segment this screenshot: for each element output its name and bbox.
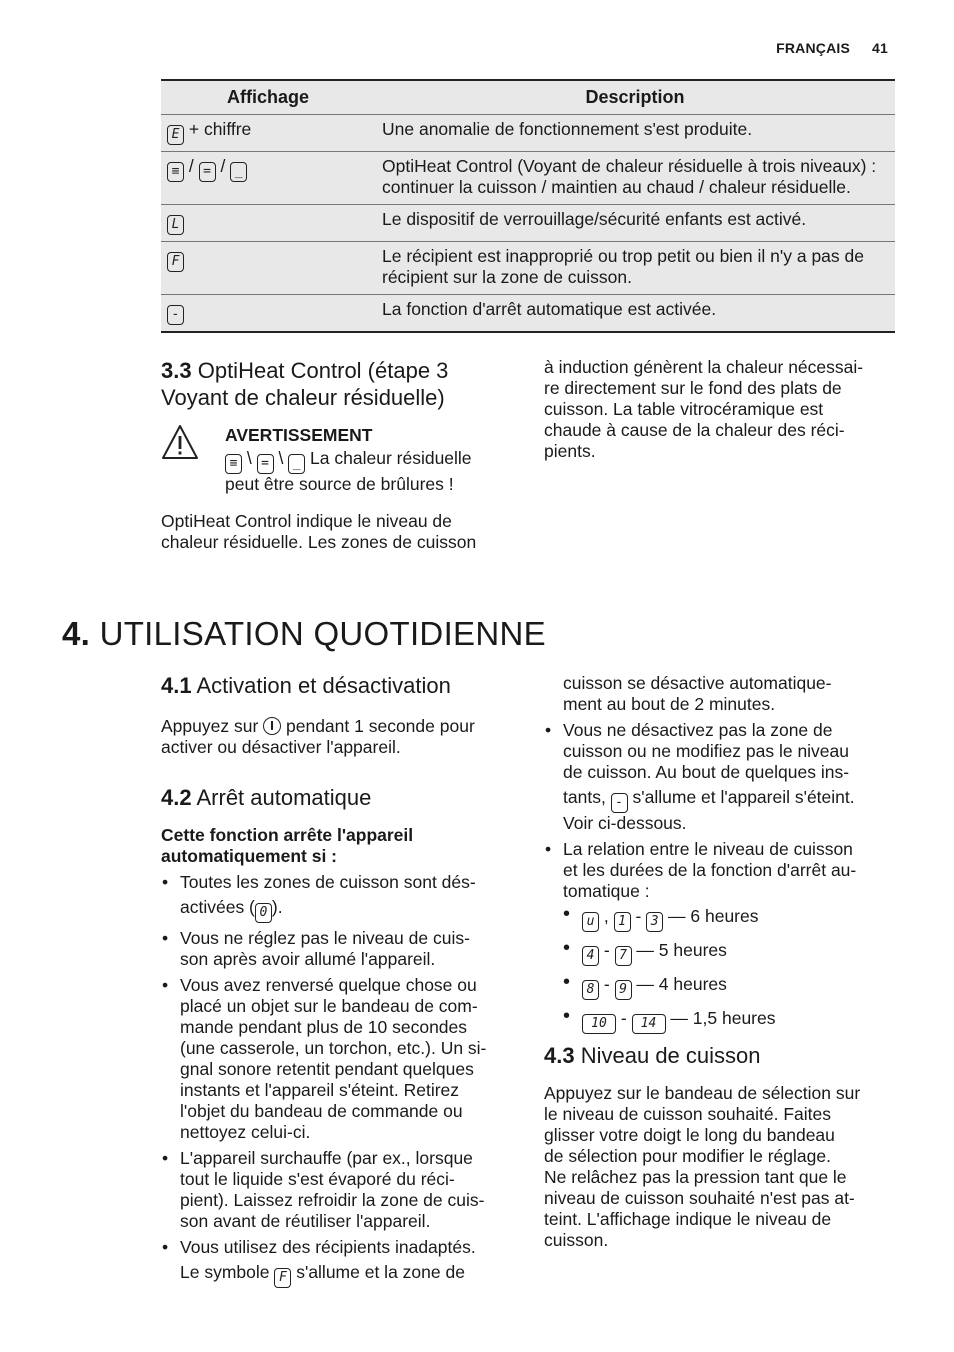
list-item-text: activées ( bbox=[180, 897, 255, 917]
display-symbol-icon: - bbox=[167, 305, 184, 325]
display-symbol-icon: 9 bbox=[615, 980, 632, 1000]
list-item-text: son avant de réutiliser l'appareil. bbox=[180, 1211, 431, 1231]
list-item-text: nettoyez celui-ci. bbox=[180, 1122, 311, 1142]
list-item-text: tomatique : bbox=[563, 881, 650, 901]
paragraph-line: chaude à cause de la chaleur des réci- bbox=[544, 420, 845, 440]
section-3-3-body-left bbox=[161, 511, 531, 553]
display-symbol-icon: 1 bbox=[614, 912, 631, 932]
display-symbol-icon: 14 bbox=[632, 1014, 666, 1034]
list-item-text: instants et l'appareil s'éteint. Retirez bbox=[180, 1080, 460, 1100]
symbol-separator: - bbox=[616, 1008, 632, 1028]
list-item-text: ment au bout de 2 minutes. bbox=[563, 694, 776, 714]
warning-block bbox=[225, 425, 525, 495]
description-cell: La fonction d'arrêt automatique est activée. bbox=[375, 295, 895, 333]
display-symbol-icon: 0 bbox=[255, 903, 272, 923]
symbol-separator: - bbox=[630, 906, 647, 926]
display-symbol-icon: F bbox=[274, 1268, 291, 1288]
section-number: 3.3 bbox=[161, 358, 192, 383]
list-item bbox=[161, 1148, 531, 1232]
symbol-separator: \ bbox=[273, 448, 289, 468]
list-item-text: tants, bbox=[563, 787, 611, 807]
list-item-text: cuisson se désactive automatique- bbox=[563, 673, 832, 693]
section-4-3-body bbox=[544, 1083, 904, 1251]
list-item-text: Vous ne réglez pas le niveau de cuis- bbox=[180, 928, 470, 948]
section-4-1-body bbox=[161, 716, 531, 758]
display-symbol-icon: _ bbox=[230, 162, 247, 182]
paragraph-line: Appuyez sur le bandeau de sélection sur bbox=[544, 1083, 861, 1103]
section-3-3-body-right bbox=[544, 357, 904, 462]
list-item-text: tout le liquide s'est évaporé du réci- bbox=[180, 1169, 455, 1189]
list-item bbox=[563, 906, 903, 932]
paragraph-line: cuisson. bbox=[544, 1230, 609, 1250]
auto-off-conditions-list-continued bbox=[544, 720, 904, 907]
section-4-2-heading bbox=[161, 784, 541, 811]
list-item-text: et les durées de la fonction d'arrêt au- bbox=[563, 860, 857, 880]
list-item-text: Vous utilisez des récipients inadaptés. bbox=[180, 1237, 476, 1257]
display-cell bbox=[161, 152, 375, 205]
section-4-1-heading bbox=[161, 672, 541, 699]
list-item-text: l'objet du bandeau de commande ou bbox=[180, 1101, 463, 1121]
section-number: 4.1 bbox=[161, 673, 192, 698]
paragraph-line: Ne relâchez pas la pression tant que le bbox=[544, 1167, 847, 1187]
list-item-text: L'appareil surchauffe (par ex., lorsque bbox=[180, 1148, 473, 1168]
duration-text: — 4 heures bbox=[631, 974, 727, 994]
section-number: 4.2 bbox=[161, 785, 192, 810]
chapter-title bbox=[62, 614, 546, 654]
section-title: OptiHeat Control (étape 3 bbox=[197, 358, 449, 383]
list-item-text: cuisson ou ne modifiez pas le niveau bbox=[563, 741, 850, 761]
list-item-text: mande pendant plus de 10 secondes bbox=[180, 1017, 468, 1037]
list-item-text: (une casserole, un torchon, etc.). Un si- bbox=[180, 1038, 487, 1058]
list-item bbox=[563, 940, 903, 966]
duration-text: — 1,5 heures bbox=[665, 1008, 776, 1028]
paragraph-line: teint. L'affichage indique le niveau de bbox=[544, 1209, 832, 1229]
language-label: FRANÇAIS bbox=[776, 40, 851, 56]
list-item bbox=[161, 975, 531, 1143]
list-item-text: La relation entre le niveau de cuisson bbox=[563, 839, 853, 859]
duration-text: — 5 heures bbox=[631, 940, 727, 960]
list-item-text: s'allume et l'appareil s'éteint. bbox=[627, 787, 855, 807]
symbol-separator: / bbox=[184, 156, 199, 176]
symbol-separator: - bbox=[599, 974, 615, 994]
paragraph-line: re directement sur le fond des plats de bbox=[544, 378, 842, 398]
display-symbol-icon: 10 bbox=[582, 1014, 616, 1034]
symbol-separator: \ bbox=[242, 448, 257, 468]
duration-text: — 6 heures bbox=[663, 906, 759, 926]
section-title: Niveau de cuisson bbox=[580, 1043, 761, 1068]
list-item bbox=[563, 974, 903, 1000]
table-row bbox=[161, 152, 895, 205]
display-cell bbox=[161, 115, 375, 152]
warning-title: AVERTISSEMENT bbox=[225, 425, 373, 445]
list-item bbox=[544, 720, 904, 834]
section-title: Arrêt automatique bbox=[196, 785, 372, 810]
list-continuation bbox=[563, 673, 903, 715]
table-row bbox=[161, 205, 895, 242]
page-number: 41 bbox=[872, 40, 888, 56]
chapter-title-text: UTILISATION QUOTIDIENNE bbox=[99, 615, 546, 652]
paragraph-line: de sélection pour modifier le réglage. bbox=[544, 1146, 831, 1166]
paragraph-line: à induction génèrent la chaleur nécessai- bbox=[544, 357, 864, 377]
list-item bbox=[563, 1008, 903, 1034]
display-symbol-icon: L bbox=[167, 215, 184, 235]
display-symbol-icon: = bbox=[199, 162, 216, 182]
paragraph-line: chaleur résiduelle. Les zones de cuisson bbox=[161, 532, 477, 552]
list-item bbox=[161, 1237, 531, 1288]
display-symbol-icon: 3 bbox=[646, 912, 663, 932]
display-symbol-icon: _ bbox=[288, 454, 305, 474]
table-row bbox=[161, 242, 895, 295]
display-symbol-icon: 7 bbox=[615, 946, 632, 966]
display-symbol-icon: - bbox=[611, 793, 628, 813]
description-cell: Le dispositif de verrouillage/sécurité enfants est activé. bbox=[375, 205, 895, 242]
list-item bbox=[161, 872, 531, 923]
description-cell: Le récipient est inapproprié ou trop petit ou bien il n'y a pas de récipient sur la zone de cuisson. bbox=[375, 242, 895, 295]
display-table bbox=[161, 79, 895, 333]
symbol-suffix: + chiffre bbox=[184, 119, 252, 139]
list-item bbox=[544, 839, 904, 902]
list-item-text: son après avoir allumé l'appareil. bbox=[180, 949, 436, 969]
paragraph-line: pients. bbox=[544, 441, 596, 461]
power-level-duration-list bbox=[563, 906, 903, 1042]
display-cell bbox=[161, 205, 375, 242]
list-item-text: de cuisson. Au bout de quelques ins- bbox=[563, 762, 850, 782]
display-symbol-icon: F bbox=[167, 252, 184, 272]
display-symbol-icon: ≡ bbox=[167, 162, 184, 182]
paragraph-line: le niveau de cuisson souhaité. Faites bbox=[544, 1104, 831, 1124]
display-cell bbox=[161, 242, 375, 295]
list-item-text: Voir ci-dessous. bbox=[563, 813, 687, 833]
paragraph-line: automatiquement si : bbox=[161, 846, 337, 866]
list-item-text: ). bbox=[271, 897, 283, 917]
paragraph-line: niveau de cuisson souhaité n'est pas at- bbox=[544, 1188, 855, 1208]
page-header bbox=[776, 38, 888, 59]
paragraph-line: Cette fonction arrête l'appareil bbox=[161, 825, 414, 845]
section-title-line2: Voyant de chaleur résiduelle) bbox=[161, 385, 445, 410]
section-number: 4.3 bbox=[544, 1043, 575, 1068]
table-row bbox=[161, 295, 895, 333]
paragraph-line: glisser votre doigt le long du bandeau bbox=[544, 1125, 835, 1145]
list-item-text: Vous avez renversé quelque chose ou bbox=[180, 975, 477, 995]
section-4-3-heading bbox=[544, 1042, 904, 1069]
display-symbol-icon: ≡ bbox=[225, 454, 242, 474]
auto-off-conditions-list bbox=[161, 872, 531, 1293]
warning-text-line2: peut être source de brûlures ! bbox=[225, 474, 454, 494]
warning-text-line1: La chaleur résiduelle bbox=[305, 448, 472, 468]
list-item-text: Toutes les zones de cuisson sont dés- bbox=[180, 872, 476, 892]
display-symbol-icon: E bbox=[167, 125, 184, 145]
list-item-text: s'allume et la zone de bbox=[291, 1262, 465, 1282]
paragraph-text: activer ou désactiver l'appareil. bbox=[161, 737, 401, 757]
section-4-2-lead bbox=[161, 825, 531, 867]
section-3-3-heading bbox=[161, 357, 531, 411]
table-row bbox=[161, 115, 895, 152]
symbol-separator: / bbox=[215, 156, 231, 176]
list-item-text: gnal sonore retentit pendant quelques bbox=[180, 1059, 474, 1079]
warning-triangle-icon bbox=[161, 424, 199, 465]
display-symbol-icon: 8 bbox=[582, 980, 599, 1000]
symbol-separator: - bbox=[599, 940, 615, 960]
chapter-number: 4. bbox=[62, 615, 91, 652]
column-header-description: Description bbox=[375, 80, 895, 115]
power-icon bbox=[263, 717, 281, 735]
paragraph-line: cuisson. La table vitrocéramique est bbox=[544, 399, 824, 419]
display-symbol-icon: 4 bbox=[582, 946, 599, 966]
section-title: Activation et désactivation bbox=[196, 673, 451, 698]
list-item-text: Vous ne désactivez pas la zone de bbox=[563, 720, 833, 740]
symbol-separator: , bbox=[599, 906, 614, 926]
list-item-text: Le symbole bbox=[180, 1262, 275, 1282]
warning-text bbox=[225, 448, 525, 495]
paragraph-line: OptiHeat Control indique le niveau de bbox=[161, 511, 452, 531]
display-symbol-icon: u bbox=[582, 912, 599, 932]
display-cell bbox=[161, 295, 375, 333]
description-cell: OptiHeat Control (Voyant de chaleur résiduelle à trois niveaux) : continuer la cuisson / maintien au chaud / chaleur résiduelle. bbox=[375, 152, 895, 205]
paragraph-text: pendant 1 seconde pour bbox=[281, 716, 475, 736]
display-symbol-icon: = bbox=[257, 454, 274, 474]
list-item bbox=[161, 928, 531, 970]
paragraph-text: Appuyez sur bbox=[161, 716, 264, 736]
list-item-text: placé un objet sur le bandeau de com- bbox=[180, 996, 478, 1016]
column-header-display: Affichage bbox=[161, 80, 375, 115]
list-item-text: pient). Laissez refroidir la zone de cuis- bbox=[180, 1190, 485, 1210]
description-cell: Une anomalie de fonctionnement s'est produite. bbox=[375, 115, 895, 152]
